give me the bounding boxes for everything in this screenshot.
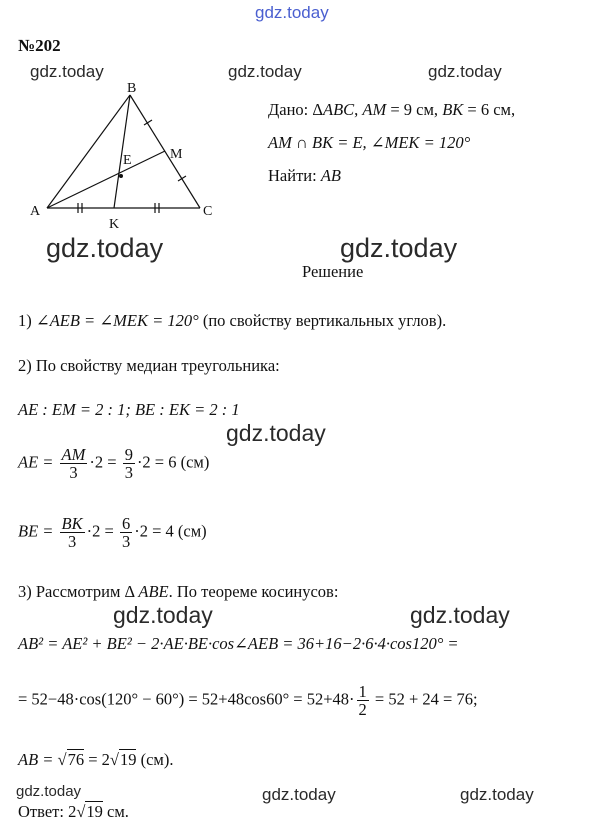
label-b: B [127, 81, 137, 96]
answer [18, 802, 129, 822]
triangle-figure [20, 78, 230, 238]
step-3-suffix: . По теореме косинусов: [168, 582, 339, 601]
watermark: gdz.today [410, 602, 510, 628]
fraction [357, 683, 369, 719]
be-equation [18, 515, 207, 551]
step-3-triangle: ABE [138, 582, 169, 601]
ae-lhs: AE = [18, 452, 54, 472]
step-1-formula: ∠AEB = ∠MEK = 120° [35, 311, 199, 330]
line-2-part-b: = 52 + 24 = 76; [370, 689, 478, 709]
ab-result-mid: = 2√ [84, 750, 119, 769]
step-1 [18, 311, 446, 331]
given-bk: BK [442, 100, 464, 119]
side-ab [47, 95, 130, 208]
label-k: K [109, 217, 120, 232]
watermark: gdz.today [228, 62, 302, 81]
step-3-prefix: 3) Рассмотрим Δ [18, 582, 139, 601]
watermark: gdz.today [340, 233, 458, 263]
step-1-note: (по свойству вертикальных углов). [198, 311, 447, 330]
watermark: gdz.today [262, 785, 336, 804]
step-2-header: 2) По свойству медиан треугольника: [18, 356, 280, 375]
median-bk [114, 95, 130, 208]
watermark: gdz.today [460, 785, 534, 804]
fraction-num: AM [61, 445, 86, 464]
given-bk-value: = 6 см, [463, 100, 516, 119]
watermark: gdz.today [46, 233, 164, 263]
answer-unit: см. [102, 802, 129, 821]
ab-result-lhs: AB = √ [18, 750, 67, 769]
label-c: C [203, 204, 213, 219]
answer-label: Ответ: 2√ [18, 802, 86, 821]
given-triangle: ABC [322, 100, 355, 119]
radicand: 19 [86, 802, 103, 821]
solution-heading: Решение [302, 262, 364, 281]
median-am [47, 151, 165, 208]
fraction [60, 446, 88, 482]
find-value: AB [320, 166, 341, 185]
fraction-den: 3 [67, 532, 77, 552]
watermark: gdz.today [30, 62, 104, 81]
step-1-num: 1) [18, 311, 36, 330]
radicand: 19 [119, 750, 137, 769]
given-prefix: Дано: Δ [268, 100, 323, 119]
fraction-num: 6 [121, 514, 131, 533]
label-e: E [123, 153, 132, 168]
fraction-den: 2 [358, 700, 367, 720]
fraction-num: BK [61, 514, 83, 533]
watermark: gdz.today [428, 62, 502, 81]
cosine-law-line-2 [18, 683, 478, 719]
ae-rhs: ·2 = 6 (см) [136, 452, 210, 472]
find-label: Найти: [268, 166, 321, 185]
fraction [123, 446, 135, 482]
ae-mid: ·2 = [89, 452, 117, 472]
problem-number: №202 [18, 36, 61, 55]
tick-mark [178, 176, 186, 181]
step-3-header [18, 582, 338, 602]
ab-result-unit: (см). [136, 750, 174, 769]
be-lhs: BE = [18, 521, 54, 541]
watermark: gdz.today [226, 420, 326, 446]
be-mid: ·2 = [86, 521, 114, 541]
fraction-den: 3 [121, 532, 131, 552]
be-rhs: ·2 = 4 (см) [134, 521, 207, 541]
given-line-1: Дано: ΔABC, AM = 9 см, BK = 6 см, [268, 100, 516, 119]
fraction [60, 515, 85, 551]
given-am: AM [362, 100, 387, 119]
find-line [268, 166, 341, 186]
line-2-part-a: = 52−48·cos(120° − 60°) = 52+48cos60° = 52+48· [18, 689, 355, 709]
point-e [119, 174, 123, 178]
given-am-value: = 9 см, [386, 100, 443, 119]
fraction-den: 3 [69, 463, 78, 483]
step-2-ratios: AE : EM = 2 : 1; BE : EK = 2 : 1 [18, 400, 240, 419]
watermark: gdz.today [16, 783, 82, 800]
label-m: M [170, 147, 183, 162]
cosine-law-line-1: AB² = AE² + BE² − 2·AE·BE·cos∠AEB = 36+16−2·6·4·cos120° = [18, 634, 459, 653]
watermark-top: gdz.today [255, 3, 329, 22]
ab-result [18, 750, 174, 770]
watermark: gdz.today [113, 602, 213, 628]
label-a: A [30, 204, 41, 219]
ae-equation [18, 446, 209, 482]
given-line-2: AM ∩ BK = E, ∠MEK = 120° [268, 133, 471, 152]
radicand: 76 [67, 750, 85, 769]
fraction-den: 3 [124, 463, 133, 483]
fraction-num: 1 [358, 682, 367, 701]
fraction-num: 9 [124, 445, 133, 464]
fraction [120, 515, 132, 551]
